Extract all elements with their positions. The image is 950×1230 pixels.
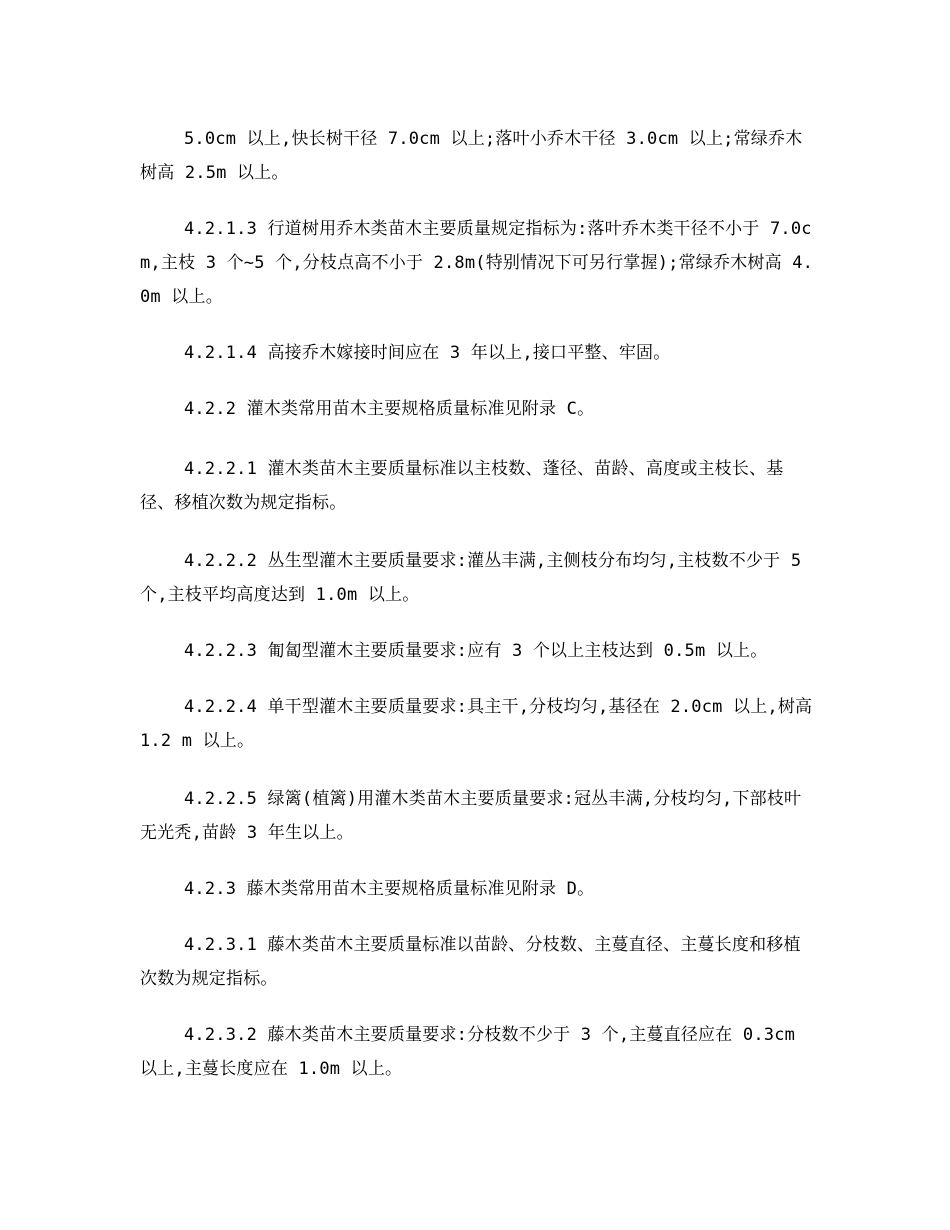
paragraph-7: 4.2.2.3 匍匐型灌木主要质量要求:应有 3 个以上主枝达到 0.5m 以上。 — [184, 641, 768, 661]
paragraph-12: 4.2.3.2 藤木类苗木主要质量要求:分枝数不少于 3 个,主蔓直径应在 0.3cm 以上,主蔓长度应在 1.0m 以上。 — [140, 1025, 796, 1079]
paragraph-3: 4.2.1.4 高接乔木嫁接时间应在 3 年以上,接口平整、牢固。 — [184, 343, 671, 363]
paragraph-6: 4.2.2.2 丛生型灌木主要质量要求:灌丛丰满,主侧枝分布均匀,主枝数不少于 5 个,主枝平均高度达到 1.0m 以上。 — [140, 551, 802, 605]
paragraph-1: 5.0cm 以上,快长树干径 7.0cm 以上;落叶小乔木干径 3.0cm 以上;常绿乔木树高 2.5m 以上。 — [140, 129, 803, 183]
paragraph-9: 4.2.2.5 绿篱(植篱)用灌木类苗木主要质量要求:冠丛丰满,分枝均匀,下部枝叶无光秃,苗龄 3 年生以上。 — [140, 789, 802, 843]
paragraph-11: 4.2.3.1 藤木类苗木主要质量标准以苗龄、分枝数、主蔓直径、主蔓长度和移植次数为规定指标。 — [140, 935, 801, 989]
paragraph-5: 4.2.2.1 灌木类苗木主要质量标准以主枝数、蓬径、苗龄、高度或主枝长、基径、移植次数为规定指标。 — [140, 459, 784, 513]
paragraph-8: 4.2.2.4 单干型灌木主要质量要求:具主干,分枝均匀,基径在 2.0cm 以上,树高 1.2 m 以上。 — [140, 697, 813, 751]
paragraph-10: 4.2.3 藤木类常用苗木主要规格质量标准见附录 D。 — [184, 879, 595, 899]
paragraph-2: 4.2.1.3 行道树用乔木类苗木主要质量规定指标为:落叶乔木类干径不小于 7.0cm,主枝 3 个~5 个,分枝点高不小于 2.8m(特别情况下可另行掌握);常绿乔木树高 4.0m 以上。 — [140, 219, 814, 307]
paragraph-4: 4.2.2 灌木类常用苗木主要规格质量标准见附录 C。 — [184, 399, 595, 419]
